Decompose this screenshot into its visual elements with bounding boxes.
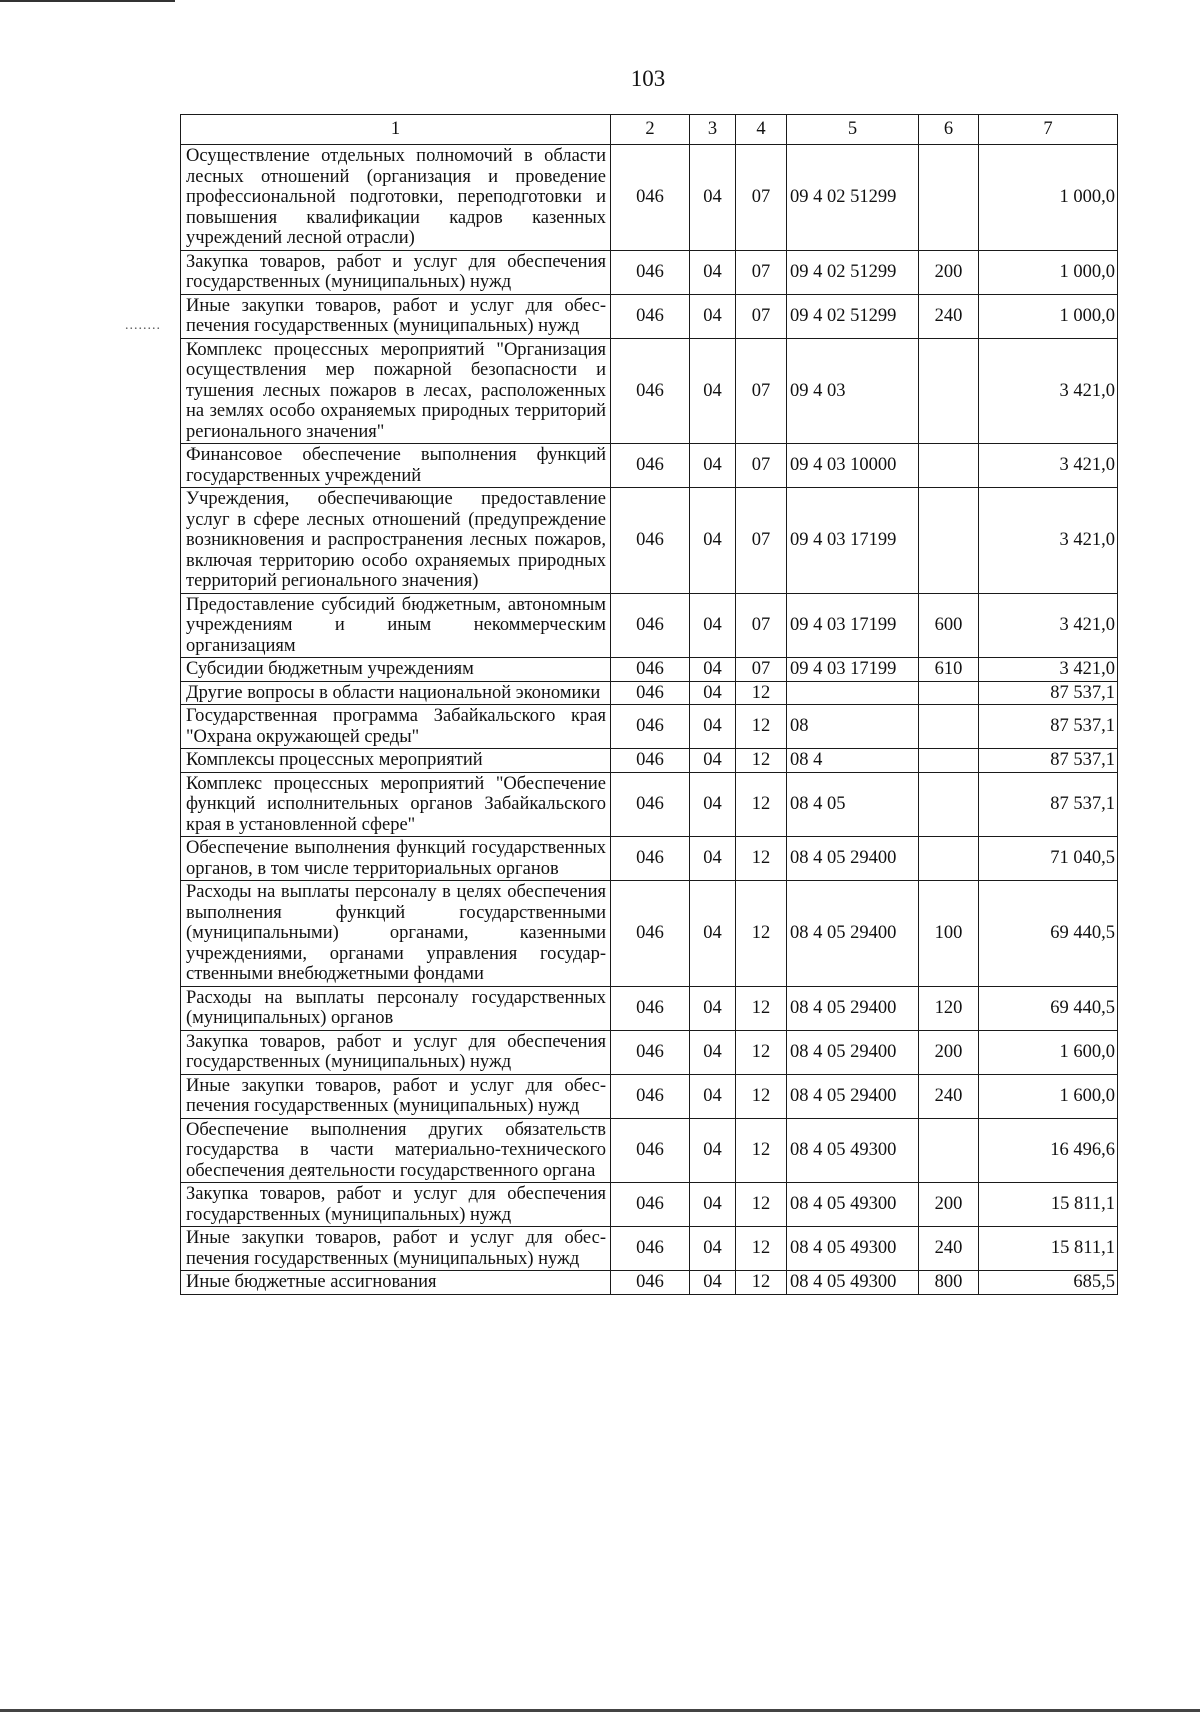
- row-section-cell: 04: [690, 658, 736, 682]
- row-grbs-cell: 046: [611, 658, 690, 682]
- row-name-cell: Комплекс процессных мероприятий "Организация осуществления мер пожарной безопасности и тушения лесных пожаров в лесах, расположенных на землях особо охраняемых природных территорий регионального значения": [181, 338, 611, 444]
- table-row: [181, 837, 1118, 881]
- header-cell-5: 5: [787, 115, 919, 145]
- row-expense-type-cell: [919, 681, 979, 705]
- row-subsection-cell: 12: [736, 881, 787, 987]
- table-row: [181, 705, 1118, 749]
- table-row: [181, 1118, 1118, 1183]
- row-target-article-cell: 08 4 05 49300: [787, 1118, 919, 1183]
- row-section-cell: 04: [690, 772, 736, 837]
- row-grbs-cell: 046: [611, 338, 690, 444]
- row-name-cell: Иные бюджетные ассигнования: [181, 1271, 611, 1295]
- row-expense-type-cell: [919, 772, 979, 837]
- scan-edge-top: [0, 0, 175, 2]
- row-amount-cell: 1 000,0: [979, 250, 1118, 294]
- table-row: [181, 1074, 1118, 1118]
- row-expense-type-cell: 600: [919, 593, 979, 658]
- row-expense-type-cell: [919, 837, 979, 881]
- row-target-article-cell: 08: [787, 705, 919, 749]
- row-subsection-cell: 07: [736, 250, 787, 294]
- row-grbs-cell: 046: [611, 837, 690, 881]
- row-subsection-cell: 12: [736, 1118, 787, 1183]
- margin-dots: ........: [125, 318, 161, 333]
- table-row: [181, 593, 1118, 658]
- row-section-cell: 04: [690, 705, 736, 749]
- row-name-cell: Осуществление отдельных полномочий в области лесных отношений (организация и проведение профессиональной подготовки, переподготовки и повышения квалификации кадров казенных учреждений лесной отрасли): [181, 145, 611, 251]
- row-target-article-cell: 09 4 03 17199: [787, 488, 919, 594]
- row-name-cell: Комплекс процессных мероприятий "Обеспечение функций исполнительных органов Забайкальского края в установленной сфере": [181, 772, 611, 837]
- row-name-cell: Государственная программа Забайкальского края "Охрана окружающей среды": [181, 705, 611, 749]
- row-target-article-cell: 08 4 05: [787, 772, 919, 837]
- row-target-article-cell: 08 4 05 29400: [787, 837, 919, 881]
- row-section-cell: 04: [690, 749, 736, 773]
- row-target-article-cell: 09 4 03 10000: [787, 444, 919, 488]
- table-row: [181, 145, 1118, 251]
- table-row: [181, 1183, 1118, 1227]
- row-target-article-cell: 08 4: [787, 749, 919, 773]
- row-amount-cell: 69 440,5: [979, 986, 1118, 1030]
- row-expense-type-cell: 200: [919, 1030, 979, 1074]
- row-target-article-cell: 08 4 05 49300: [787, 1227, 919, 1271]
- row-target-article-cell: 09 4 03: [787, 338, 919, 444]
- row-grbs-cell: 046: [611, 488, 690, 594]
- row-expense-type-cell: [919, 338, 979, 444]
- row-target-article-cell: [787, 681, 919, 705]
- row-name-cell: Расходы на выплаты персоналу государственных (муниципальных) органов: [181, 986, 611, 1030]
- header-cell-6: 6: [919, 115, 979, 145]
- row-section-cell: 04: [690, 681, 736, 705]
- row-section-cell: 04: [690, 1227, 736, 1271]
- row-amount-cell: 1 000,0: [979, 145, 1118, 251]
- row-subsection-cell: 12: [736, 1227, 787, 1271]
- row-amount-cell: 15 811,1: [979, 1183, 1118, 1227]
- row-grbs-cell: 046: [611, 705, 690, 749]
- row-amount-cell: 3 421,0: [979, 444, 1118, 488]
- header-cell-2: 2: [611, 115, 690, 145]
- row-subsection-cell: 07: [736, 444, 787, 488]
- row-name-cell: Финансовое обеспечение выполнения функций государственных учреждений: [181, 444, 611, 488]
- row-target-article-cell: 09 4 02 51299: [787, 250, 919, 294]
- row-name-cell: Расходы на выплаты персоналу в целях обеспечения выполнения функций государственными (муниципальными) органами, казенными учреждениями, органами управления государственными внебюджетными фондами: [181, 881, 611, 987]
- row-section-cell: 04: [690, 444, 736, 488]
- row-grbs-cell: 046: [611, 1118, 690, 1183]
- row-grbs-cell: 046: [611, 881, 690, 987]
- header-cell-3: 3: [690, 115, 736, 145]
- row-expense-type-cell: 800: [919, 1271, 979, 1295]
- table-row: [181, 1271, 1118, 1295]
- row-grbs-cell: 046: [611, 250, 690, 294]
- row-amount-cell: 71 040,5: [979, 837, 1118, 881]
- row-name-cell: Комплексы процессных мероприятий: [181, 749, 611, 773]
- row-name-cell: Учреждения, обеспечивающие предоставление услуг в сфере лесных отношений (предупреждение возникновения и распространения лесных пожаров, включая территорию особо охраняемых природных территорий регионального значения): [181, 488, 611, 594]
- row-subsection-cell: 12: [736, 705, 787, 749]
- row-section-cell: 04: [690, 1118, 736, 1183]
- row-expense-type-cell: 120: [919, 986, 979, 1030]
- row-section-cell: 04: [690, 881, 736, 987]
- budget-table: [180, 114, 1118, 1295]
- row-name-cell: Иные закупки товаров, работ и услуг для обеспечения государственных (муниципальных) нужд: [181, 1227, 611, 1271]
- row-amount-cell: 87 537,1: [979, 681, 1118, 705]
- table-row: [181, 444, 1118, 488]
- row-section-cell: 04: [690, 1030, 736, 1074]
- row-expense-type-cell: 610: [919, 658, 979, 682]
- row-amount-cell: 3 421,0: [979, 658, 1118, 682]
- row-target-article-cell: 08 4 05 49300: [787, 1183, 919, 1227]
- table-row: [181, 986, 1118, 1030]
- row-name-cell: Другие вопросы в области национальной экономики: [181, 681, 611, 705]
- row-amount-cell: 87 537,1: [979, 749, 1118, 773]
- row-grbs-cell: 046: [611, 1227, 690, 1271]
- row-subsection-cell: 07: [736, 338, 787, 444]
- row-grbs-cell: 046: [611, 986, 690, 1030]
- row-grbs-cell: 046: [611, 294, 690, 338]
- row-grbs-cell: 046: [611, 593, 690, 658]
- row-target-article-cell: 08 4 05 49300: [787, 1271, 919, 1295]
- table-body: [181, 145, 1118, 1295]
- row-expense-type-cell: 240: [919, 1227, 979, 1271]
- row-section-cell: 04: [690, 593, 736, 658]
- table-row: [181, 772, 1118, 837]
- row-name-cell: Предоставление субсидий бюджетным, автономным учреждениям и иным некоммерческим организациям: [181, 593, 611, 658]
- row-expense-type-cell: [919, 145, 979, 251]
- row-target-article-cell: 08 4 05 29400: [787, 1074, 919, 1118]
- row-subsection-cell: 12: [736, 772, 787, 837]
- row-name-cell: Иные закупки товаров, работ и услуг для обеспечения государственных (муниципальных) нужд: [181, 1074, 611, 1118]
- row-section-cell: 04: [690, 1183, 736, 1227]
- row-section-cell: 04: [690, 145, 736, 251]
- row-name-cell: Закупка товаров, работ и услуг для обеспечения государственных (муниципальных) нужд: [181, 1183, 611, 1227]
- header-cell-4: 4: [736, 115, 787, 145]
- row-target-article-cell: 09 4 03 17199: [787, 593, 919, 658]
- table-row: [181, 1030, 1118, 1074]
- row-grbs-cell: 046: [611, 1074, 690, 1118]
- row-subsection-cell: 07: [736, 294, 787, 338]
- row-amount-cell: 1 000,0: [979, 294, 1118, 338]
- row-target-article-cell: 08 4 05 29400: [787, 986, 919, 1030]
- row-grbs-cell: 046: [611, 1183, 690, 1227]
- row-subsection-cell: 12: [736, 1030, 787, 1074]
- row-subsection-cell: 07: [736, 593, 787, 658]
- row-grbs-cell: 046: [611, 1271, 690, 1295]
- row-target-article-cell: 09 4 03 17199: [787, 658, 919, 682]
- row-subsection-cell: 07: [736, 658, 787, 682]
- row-grbs-cell: 046: [611, 444, 690, 488]
- header-row: [181, 115, 1118, 145]
- row-expense-type-cell: [919, 444, 979, 488]
- table-row: [181, 250, 1118, 294]
- table-row: [181, 1227, 1118, 1271]
- row-grbs-cell: 046: [611, 145, 690, 251]
- row-section-cell: 04: [690, 294, 736, 338]
- row-section-cell: 04: [690, 1271, 736, 1295]
- row-amount-cell: 1 600,0: [979, 1074, 1118, 1118]
- row-subsection-cell: 12: [736, 986, 787, 1030]
- row-section-cell: 04: [690, 837, 736, 881]
- row-amount-cell: 16 496,6: [979, 1118, 1118, 1183]
- row-name-cell: Иные закупки товаров, работ и услуг для обеспечения государственных (муниципальных) нужд: [181, 294, 611, 338]
- row-amount-cell: 3 421,0: [979, 488, 1118, 594]
- table-row: [181, 681, 1118, 705]
- row-expense-type-cell: 100: [919, 881, 979, 987]
- row-name-cell: Обеспечение выполнения других обязательств государства в части материально-технического обеспечения деятельности государственного органа: [181, 1118, 611, 1183]
- row-section-cell: 04: [690, 250, 736, 294]
- page-number: 103: [630, 66, 666, 91]
- row-grbs-cell: 046: [611, 772, 690, 837]
- row-section-cell: 04: [690, 488, 736, 594]
- row-grbs-cell: 046: [611, 1030, 690, 1074]
- row-amount-cell: 1 600,0: [979, 1030, 1118, 1074]
- row-grbs-cell: 046: [611, 749, 690, 773]
- row-expense-type-cell: 200: [919, 1183, 979, 1227]
- row-name-cell: Закупка товаров, работ и услуг для обеспечения государственных (муниципальных) нужд: [181, 250, 611, 294]
- row-expense-type-cell: 240: [919, 1074, 979, 1118]
- row-subsection-cell: 07: [736, 488, 787, 594]
- row-section-cell: 04: [690, 338, 736, 444]
- row-subsection-cell: 12: [736, 681, 787, 705]
- row-expense-type-cell: 240: [919, 294, 979, 338]
- row-amount-cell: 3 421,0: [979, 593, 1118, 658]
- row-grbs-cell: 046: [611, 681, 690, 705]
- row-name-cell: Субсидии бюджетным учреждениям: [181, 658, 611, 682]
- table-row: [181, 658, 1118, 682]
- row-subsection-cell: 12: [736, 1271, 787, 1295]
- row-expense-type-cell: [919, 488, 979, 594]
- row-section-cell: 04: [690, 1074, 736, 1118]
- row-expense-type-cell: [919, 749, 979, 773]
- row-amount-cell: 69 440,5: [979, 881, 1118, 987]
- row-amount-cell: 3 421,0: [979, 338, 1118, 444]
- row-subsection-cell: 12: [736, 1183, 787, 1227]
- header-cell-1: 1: [181, 115, 611, 145]
- row-subsection-cell: 12: [736, 749, 787, 773]
- row-target-article-cell: 08 4 05 29400: [787, 1030, 919, 1074]
- row-name-cell: Обеспечение выполнения функций государственных органов, в том числе территориальных органов: [181, 837, 611, 881]
- row-subsection-cell: 07: [736, 145, 787, 251]
- table-row: [181, 881, 1118, 987]
- row-expense-type-cell: [919, 705, 979, 749]
- row-amount-cell: 685,5: [979, 1271, 1118, 1295]
- row-target-article-cell: 09 4 02 51299: [787, 145, 919, 251]
- row-expense-type-cell: [919, 1118, 979, 1183]
- row-target-article-cell: 08 4 05 29400: [787, 881, 919, 987]
- row-target-article-cell: 09 4 02 51299: [787, 294, 919, 338]
- row-amount-cell: 15 811,1: [979, 1227, 1118, 1271]
- row-subsection-cell: 12: [736, 1074, 787, 1118]
- row-subsection-cell: 12: [736, 837, 787, 881]
- row-section-cell: 04: [690, 986, 736, 1030]
- row-amount-cell: 87 537,1: [979, 705, 1118, 749]
- header-cell-7: 7: [979, 115, 1118, 145]
- row-expense-type-cell: 200: [919, 250, 979, 294]
- table-row: [181, 488, 1118, 594]
- row-name-cell: Закупка товаров, работ и услуг для обеспечения государственных (муниципальных) нужд: [181, 1030, 611, 1074]
- table-row: [181, 749, 1118, 773]
- table-row: [181, 338, 1118, 444]
- row-amount-cell: 87 537,1: [979, 772, 1118, 837]
- table-row: [181, 294, 1118, 338]
